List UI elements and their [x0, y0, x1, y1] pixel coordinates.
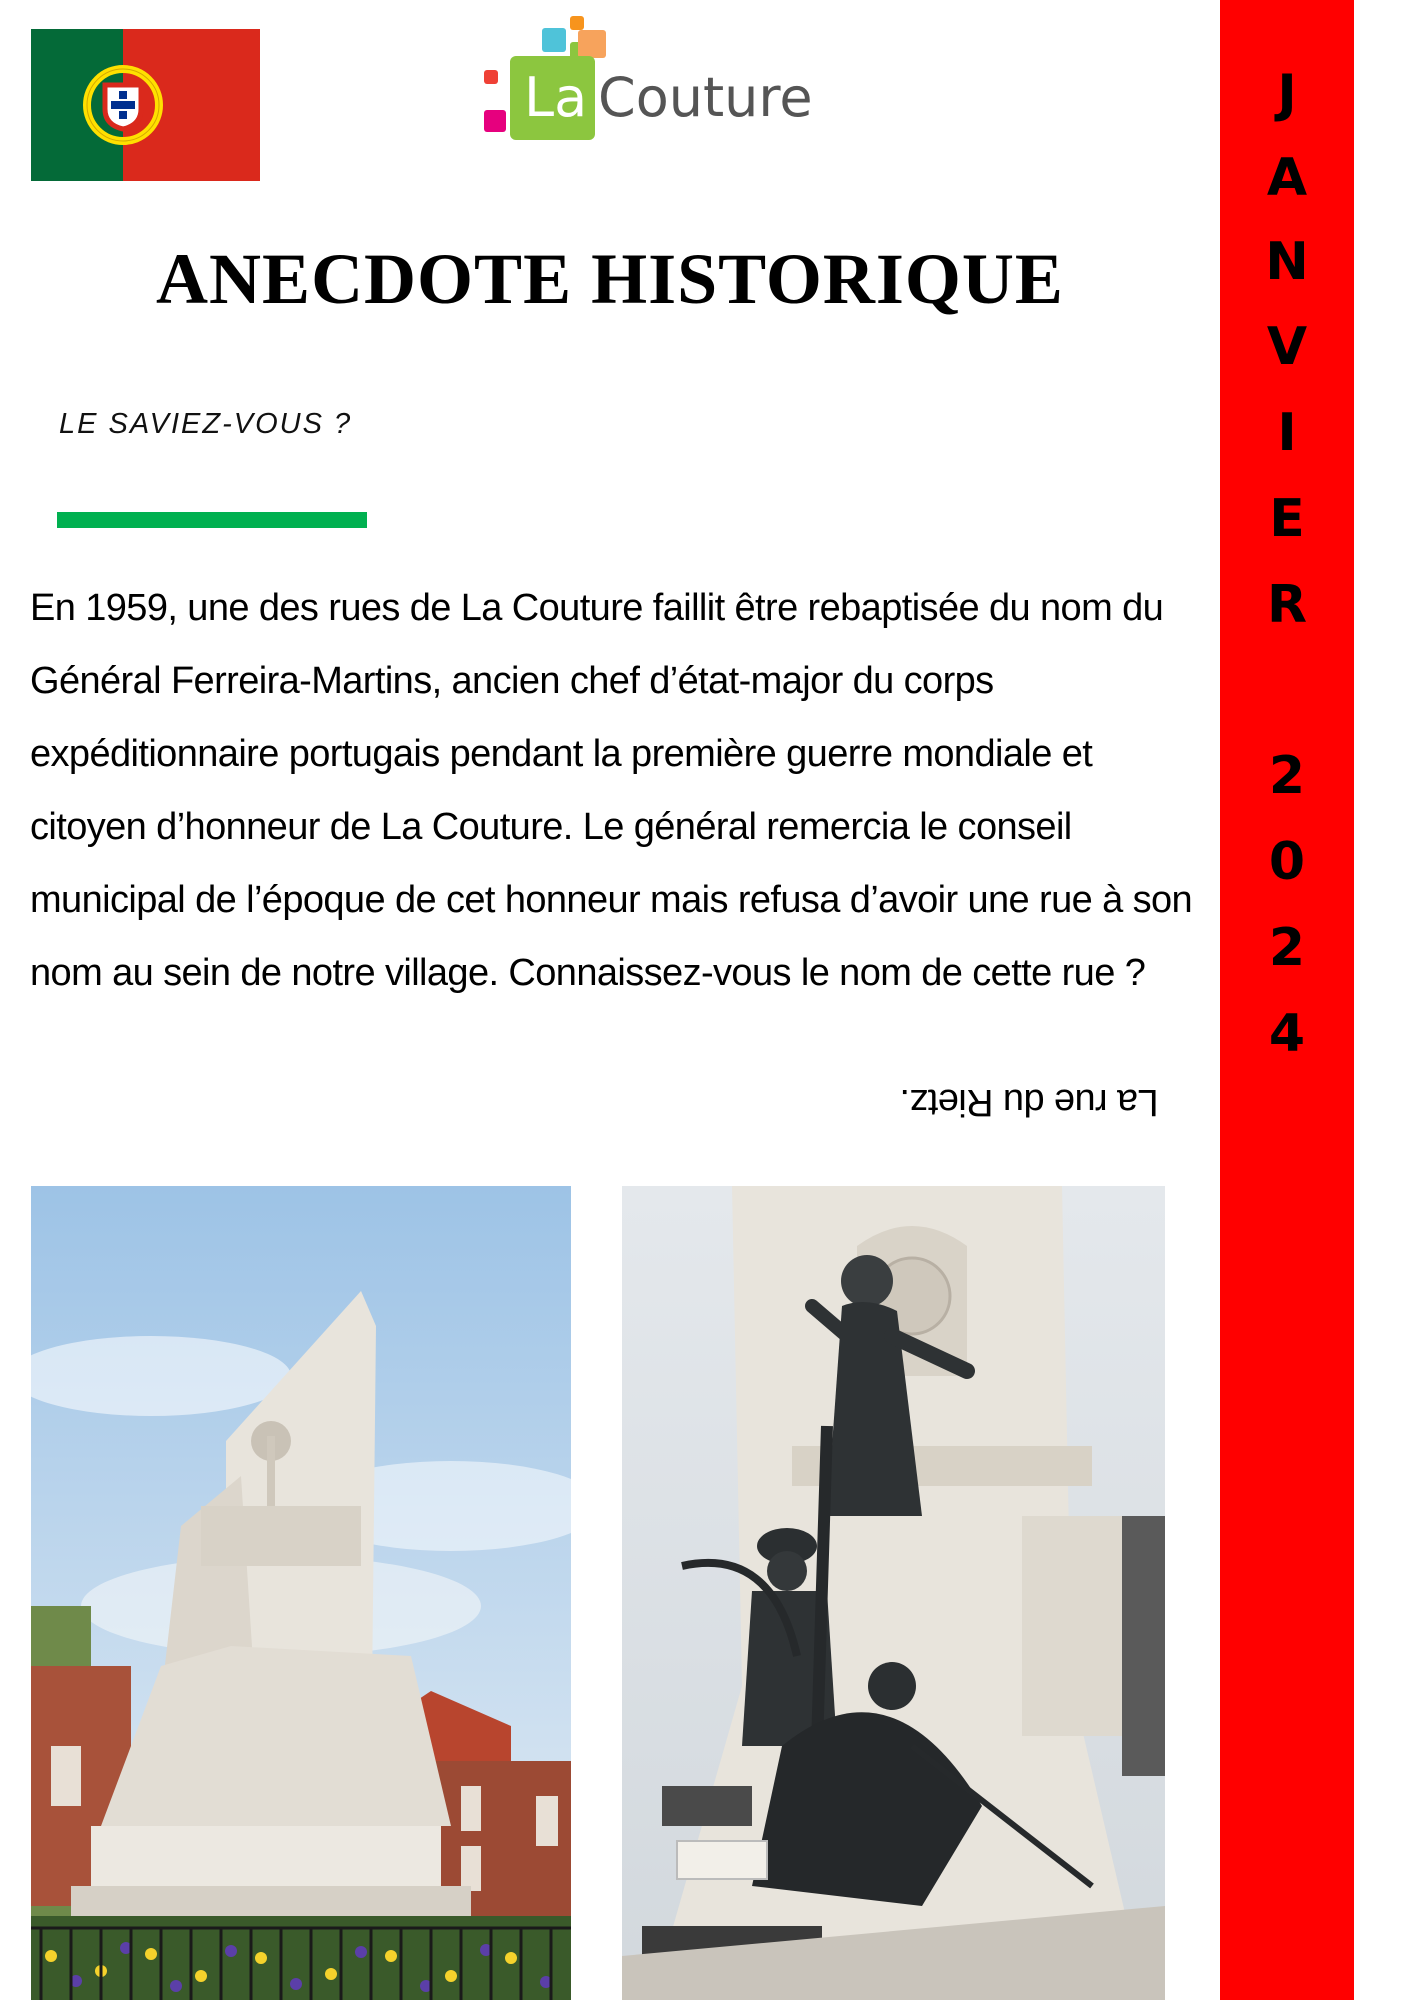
- memorial-photo-left: [31, 1186, 571, 2000]
- band-letter: J: [1277, 64, 1297, 124]
- page-title: ANECDOTE HISTORIQUE: [156, 239, 1064, 319]
- green-divider: [57, 512, 367, 528]
- band-letter: V: [1266, 317, 1308, 377]
- band-letter: 2: [1268, 746, 1306, 806]
- band-letter: 0: [1268, 832, 1306, 892]
- band-letter: E: [1269, 489, 1305, 549]
- band-letter: A: [1266, 148, 1308, 208]
- band-letter: 2: [1268, 918, 1306, 978]
- band-letter: N: [1265, 232, 1309, 292]
- memorial-photo-right: [622, 1186, 1165, 2000]
- band-letter: I: [1277, 403, 1297, 463]
- anecdote-text: En 1959, une des rues de La Couture faillit être rebaptisée du nom du Général Ferreira-Martins, ancien chef d’état-major du corps expéditionnaire portugais pendant la première guerre mondiale et citoyen d’honneur de La Couture. Le général remercia le conseil municipal de l’époque de cet honneur mais refusa d’avoir une rue à son nom au sein de notre village. Connaissez-vous le nom de cette rue ?: [30, 587, 1193, 994]
- logo-couture-text: Couture: [598, 66, 813, 129]
- logo-la-text: La: [524, 66, 588, 129]
- band-letter: R: [1266, 575, 1308, 635]
- subtitle: LE SAVIEZ-VOUS ?: [59, 408, 353, 440]
- upside-down-answer: La rue du Rietz.: [900, 1081, 1159, 1123]
- la-couture-logo: [476, 14, 816, 144]
- month-band: [1220, 0, 1354, 2000]
- portugal-flag-icon: [31, 29, 260, 181]
- band-letter: 4: [1268, 1004, 1306, 1064]
